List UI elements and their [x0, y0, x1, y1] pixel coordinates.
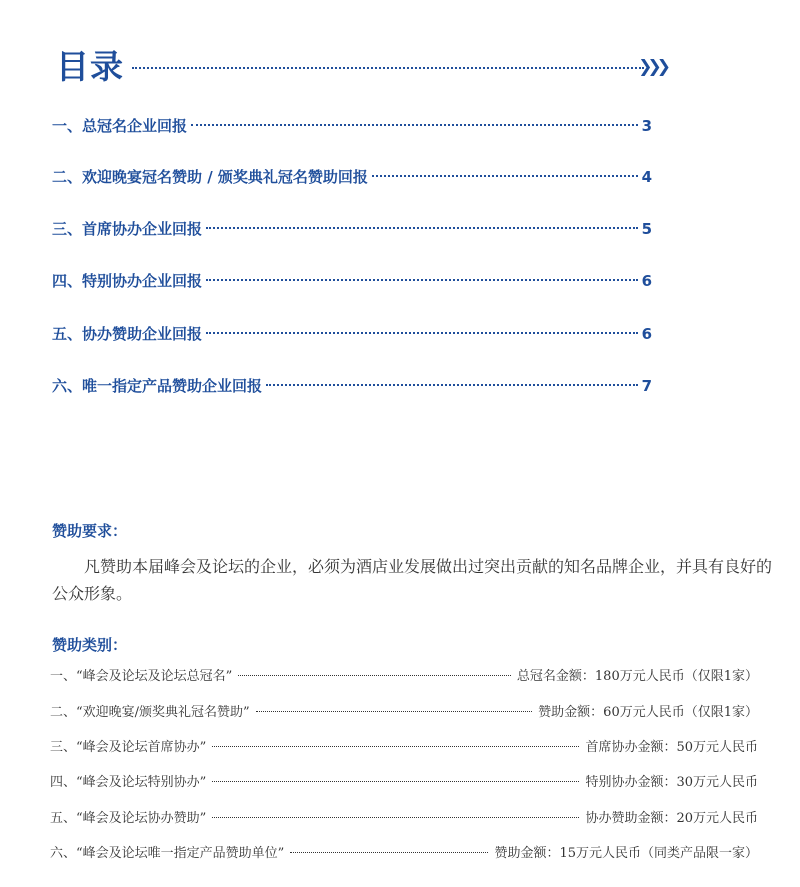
toc-entry-label: 二、欢迎晚宴冠名赞助 / 颁奖典礼冠名赞助回报 — [52, 168, 368, 186]
sponsor-category-name: 一、“峰会及论坛及论坛总冠名” — [50, 669, 233, 684]
toc-entry-label: 一、总冠名企业回报 — [52, 117, 188, 135]
sponsor-category-row — [50, 702, 758, 724]
toc-entry-page: 5 — [641, 220, 652, 238]
sponsor-leader-dots — [212, 746, 579, 747]
toc-leader-dots — [206, 227, 638, 229]
toc-entry-label: 六、唯一指定产品赞助企业回报 — [52, 377, 263, 395]
toc-entry-page: 7 — [641, 377, 652, 395]
sponsor-category-row — [50, 737, 758, 759]
sponsor-leader-dots — [212, 817, 579, 818]
toc-entry[interactable] — [52, 269, 652, 293]
toc-entry[interactable] — [52, 322, 652, 346]
toc-entry-page: 6 — [641, 325, 652, 343]
sponsor-category-name: 六、“峰会及论坛唯一指定产品赞助单位” — [50, 846, 285, 861]
sponsor-category-row — [50, 666, 758, 688]
sponsor-leader-dots — [212, 781, 579, 782]
toc-entry[interactable] — [52, 374, 652, 398]
sponsor-category-amount: 首席协办金额：50万元人民币 — [585, 740, 758, 755]
sponsor-category-row — [50, 772, 758, 794]
sponsor-category-amount: 协办赞助金额：20万元人民币 — [585, 811, 758, 826]
toc-leader-dots — [266, 384, 638, 386]
toc-leader-dots — [206, 332, 638, 334]
toc-entry[interactable] — [52, 217, 652, 241]
toc-leader-dots — [372, 175, 638, 177]
toc-title-dotted-rule — [132, 67, 644, 69]
toc-entry[interactable] — [52, 165, 652, 189]
toc-entry-page: 4 — [641, 168, 652, 186]
toc-leader-dots — [206, 279, 638, 281]
toc-entry-label: 三、首席协办企业回报 — [52, 220, 203, 238]
sponsor-leader-dots — [290, 852, 488, 853]
toc-header — [56, 44, 666, 90]
sponsor-category-row — [50, 808, 758, 830]
toc-title: 目录 — [56, 47, 124, 86]
triple-chevron-right-icon: ❯❯❯ — [638, 57, 666, 77]
sponsor-category-name: 三、“峰会及论坛首席协办” — [50, 740, 207, 755]
requirements-heading: 赞助要求： — [52, 522, 128, 540]
categories-heading: 赞助类别： — [52, 636, 128, 654]
sponsor-category-name: 二、“欢迎晚宴/颁奖典礼冠名赞助” — [50, 705, 250, 720]
toc-entry-label: 五、协办赞助企业回报 — [52, 325, 203, 343]
sponsor-category-row — [50, 843, 758, 865]
toc-entry-page: 6 — [641, 272, 652, 290]
toc-entry-page: 3 — [641, 117, 652, 135]
toc-entry-label: 四、特别协办企业回报 — [52, 272, 203, 290]
sponsor-category-name: 五、“峰会及论坛协办赞助” — [50, 811, 207, 826]
sponsor-category-name: 四、“峰会及论坛特别协办” — [50, 775, 207, 790]
sponsor-leader-dots — [238, 675, 511, 676]
sponsor-category-amount: 特别协办金额：30万元人民币 — [585, 775, 758, 790]
sponsor-category-amount: 总冠名金额：180万元人民币（仅限1家） — [516, 669, 758, 684]
sponsor-category-amount: 赞助金额：60万元人民币（仅限1家） — [538, 705, 758, 720]
toc-leader-dots — [191, 124, 638, 126]
requirements-text: 凡赞助本届峰会及论坛的企业，必须为酒店业发展做出过突出贡献的知名品牌企业，并具有良好的公众形象。 — [52, 557, 773, 603]
sponsor-leader-dots — [256, 711, 532, 712]
sponsor-category-amount: 赞助金额：15万元人民币（同类产品限一家） — [494, 846, 758, 861]
toc-entry[interactable] — [52, 114, 652, 138]
